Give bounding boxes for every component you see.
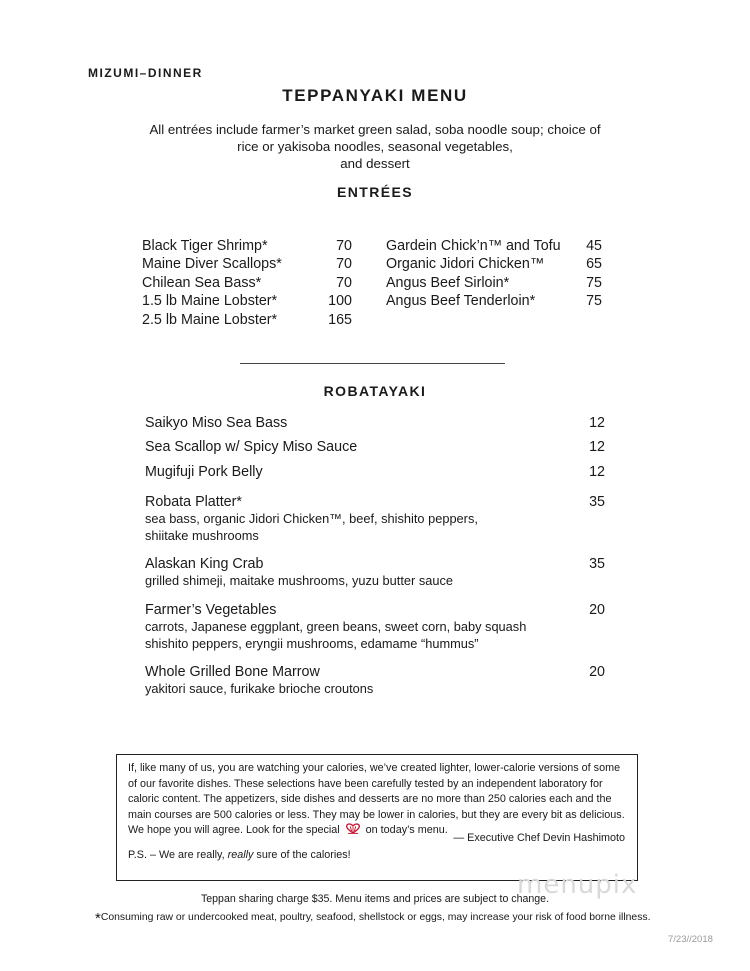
entree-price: 165 xyxy=(328,311,352,328)
item-price: 12 xyxy=(589,415,605,431)
item-description: grilled shimeji, maitake mushrooms, yuzu butter sauce xyxy=(145,573,453,588)
entree-price: 70 xyxy=(336,274,352,291)
item-name: Farmer’s Vegetables xyxy=(145,602,277,618)
section-divider xyxy=(240,363,505,364)
note-line: If, like many of us, you are watching your calories, we’ve created lighter, lower-calorie versions of some xyxy=(128,762,621,774)
item-name: Whole Grilled Bone Marrow xyxy=(145,664,320,680)
note-line: caloric content. The appetizers, side dishes and desserts are no more than 250 calories each and the xyxy=(128,793,612,806)
entree-name: Maine Diver Scallops* xyxy=(142,256,282,273)
item-name: Mugifuji Pork Belly xyxy=(145,464,263,480)
item-price: 12 xyxy=(589,464,605,480)
food-safety-text: Consuming raw or undercooked meat, poultry, seafood, shellstock or eggs, may increase your risk of food borne illness. xyxy=(100,912,651,923)
note-line: of our favorite dishes. These selections have been carefully tested by an independent laboratory for xyxy=(128,777,603,790)
item-description: yakitori sauce, furikake brioche croutons xyxy=(145,681,374,696)
menu-item xyxy=(145,663,605,698)
note-text: We hope you will agree. Look for the special xyxy=(128,824,340,837)
entree-name: Chilean Sea Bass* xyxy=(142,274,262,291)
watermark: menupix xyxy=(517,870,638,900)
intro-text xyxy=(120,121,630,172)
item-price: 20 xyxy=(589,602,605,618)
asterisk: * xyxy=(95,910,101,927)
item-price: 20 xyxy=(589,664,605,680)
entree-name: 2.5 lb Maine Lobster* xyxy=(142,311,278,328)
item-description: carrots, Japanese eggplant, green beans, sweet corn, baby squash xyxy=(145,619,527,634)
item-name: Alaskan King Crab xyxy=(145,556,264,572)
entree-price: 45 xyxy=(586,238,602,254)
note-text: on today’s menu. xyxy=(365,824,448,837)
entree-price: 75 xyxy=(586,293,602,310)
postscript xyxy=(128,849,351,861)
entree-price: 70 xyxy=(336,256,352,273)
entree-name: Gardein Chick’n™ and Tofu xyxy=(386,238,561,254)
calorie-note-box xyxy=(116,754,638,881)
item-description: shishito peppers, eryngii mushrooms, edamame “hummus” xyxy=(145,635,479,651)
menu-item xyxy=(145,493,605,544)
menu-item xyxy=(145,601,605,652)
item-price: 35 xyxy=(589,494,605,510)
heart-icon xyxy=(345,823,361,834)
menu-item xyxy=(145,438,605,456)
item-price: 35 xyxy=(589,556,605,572)
entrees-left-prices xyxy=(318,237,352,329)
entree-price: 70 xyxy=(336,238,352,254)
restaurant-brand: MIZUMI–DINNER xyxy=(88,66,203,80)
calorie-note-text xyxy=(128,761,628,839)
entree-name: Angus Beef Sirloin* xyxy=(386,274,510,291)
entrees-right-prices xyxy=(570,237,602,311)
food-safety-note xyxy=(95,910,650,927)
capture-date: 7/23//2018 xyxy=(668,934,713,945)
intro-line: All entrées include farmer’s market green salad, soba noodle soup; choice of xyxy=(149,122,601,137)
entrees-right-names xyxy=(386,237,561,311)
ps-emphasis: really xyxy=(227,849,254,861)
menu-item xyxy=(145,414,605,432)
entree-price: 75 xyxy=(586,274,602,291)
intro-line: and dessert xyxy=(340,156,410,171)
item-description: shiitake mushrooms xyxy=(145,527,259,543)
page-title: TEPPANYAKI MENU xyxy=(282,86,468,105)
item-price: 12 xyxy=(589,439,605,455)
entree-price: 100 xyxy=(328,293,352,310)
sharing-charge-note: Teppan sharing charge $35. Menu items and prices are subject to change. xyxy=(200,893,550,905)
robatayaki-heading: ROBATAYAKI xyxy=(323,383,427,399)
item-description: sea bass, organic Jidori Chicken™, beef, shishito peppers, xyxy=(145,511,478,526)
item-name: Robata Platter* xyxy=(145,494,242,510)
menu-item xyxy=(145,463,605,481)
entree-price: 65 xyxy=(586,256,602,273)
menu-item xyxy=(145,555,605,590)
entrees-heading: ENTRÉES xyxy=(337,184,413,200)
entree-name: Black Tiger Shrimp* xyxy=(142,238,268,254)
intro-line: rice or yakisoba noodles, seasonal vegetables, xyxy=(237,139,513,154)
entrees-left-names xyxy=(142,237,282,329)
chef-signature: — Executive Chef Devin Hashimoto xyxy=(453,832,625,844)
entree-name: Angus Beef Tenderloin* xyxy=(386,293,536,310)
note-line: main courses are 500 calories or less. They may be lower in calories, but they are every bit as delicious. xyxy=(128,808,625,821)
item-name: Sea Scallop w/ Spicy Miso Sauce xyxy=(145,439,358,455)
entree-name: Organic Jidori Chicken™ xyxy=(386,256,545,273)
ps-text: sure of the calories! xyxy=(253,849,351,861)
ps-text: P.S. – We are really, xyxy=(128,849,228,861)
item-name: Saikyo Miso Sea Bass xyxy=(145,415,288,431)
entree-name: 1.5 lb Maine Lobster* xyxy=(142,293,278,310)
